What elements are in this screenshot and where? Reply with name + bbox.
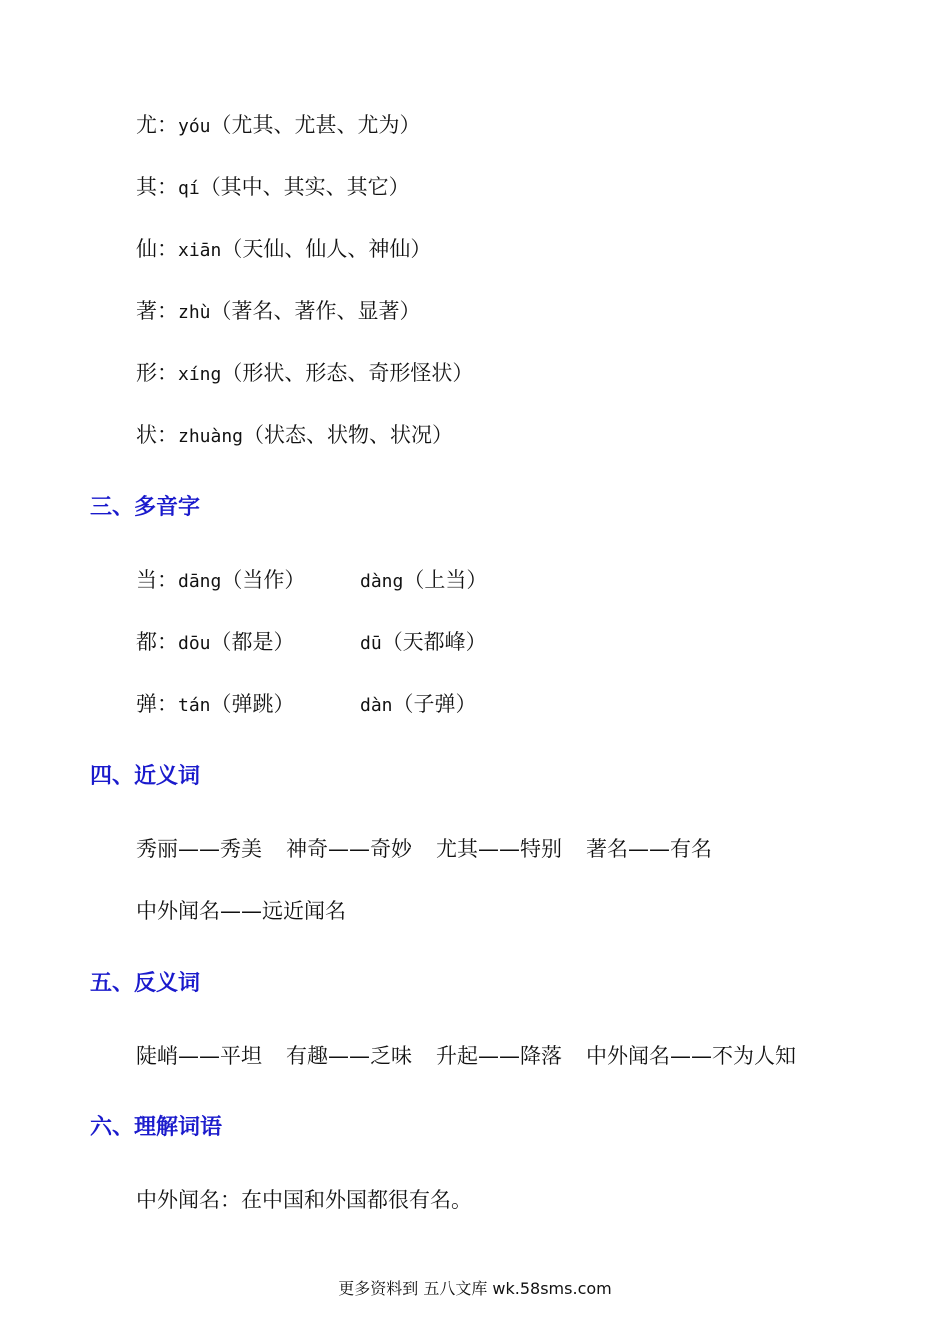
second-reading bbox=[360, 690, 477, 720]
pinyin: dū bbox=[360, 633, 382, 654]
antonym-pair: 有趣——乏味 bbox=[286, 1044, 412, 1068]
char: 当： bbox=[136, 568, 178, 592]
polyphone-line bbox=[136, 628, 836, 658]
words: （都是） bbox=[210, 630, 295, 654]
words: （弹跳） bbox=[210, 692, 295, 716]
polyphone-line bbox=[136, 566, 836, 596]
words: （形状、形态、奇形怪状） bbox=[221, 361, 474, 385]
antonym-line bbox=[136, 1042, 796, 1070]
words: （状态、状物、状况） bbox=[243, 423, 454, 447]
words: （上当） bbox=[403, 568, 488, 592]
pinyin: dàn bbox=[360, 695, 393, 716]
polyphone-line bbox=[136, 690, 836, 720]
section-heading: 六、理解词语 bbox=[90, 1115, 223, 1140]
section-heading: 四、近义词 bbox=[90, 764, 201, 789]
pinyin: xíng bbox=[178, 364, 222, 385]
antonym-pair: 中外闻名——不为人知 bbox=[586, 1044, 796, 1068]
pinyin: zhuàng bbox=[178, 426, 244, 447]
words: （其中、其实、其它） bbox=[199, 175, 410, 199]
words: （子弹） bbox=[392, 692, 477, 716]
pinyin-line bbox=[136, 235, 431, 265]
synonym-line: 中外闻名——远近闻名 bbox=[136, 899, 346, 923]
synonym-pair: 秀丽——秀美 bbox=[136, 837, 262, 861]
second-reading bbox=[360, 566, 487, 596]
char: 弹： bbox=[136, 692, 178, 716]
char: 其： bbox=[136, 175, 178, 199]
char: 著： bbox=[136, 299, 178, 323]
char: 仙： bbox=[136, 237, 178, 261]
second-reading bbox=[360, 628, 487, 658]
definition-line: 中外闻名：在中国和外国都很有名。 bbox=[136, 1188, 472, 1212]
section-heading: 五、反义词 bbox=[90, 971, 201, 996]
char: 状： bbox=[136, 423, 178, 447]
words: （尤其、尤甚、尤为） bbox=[210, 113, 421, 137]
char: 尤： bbox=[136, 113, 178, 137]
pinyin: xiān bbox=[178, 240, 222, 261]
antonym-pair: 升起——降落 bbox=[436, 1044, 562, 1068]
section-heading: 三、多音字 bbox=[90, 495, 201, 520]
words: （著名、著作、显著） bbox=[210, 299, 421, 323]
pinyin: tán bbox=[178, 695, 211, 716]
pinyin: dōu bbox=[178, 633, 211, 654]
char: 都： bbox=[136, 630, 178, 654]
synonym-pair: 神奇——奇妙 bbox=[286, 837, 412, 861]
words: （天仙、仙人、神仙） bbox=[221, 237, 432, 261]
pinyin: dàng bbox=[360, 571, 404, 592]
synonym-pair: 著名——有名 bbox=[586, 837, 712, 861]
synonym-pair: 尤其——特别 bbox=[436, 837, 562, 861]
pinyin: qí bbox=[178, 178, 200, 199]
pinyin: zhù bbox=[178, 302, 211, 323]
footer-watermark: 更多资料到 五八文库 wk.58sms.com bbox=[338, 1279, 612, 1298]
pinyin: yóu bbox=[178, 116, 211, 137]
pinyin-line bbox=[136, 173, 410, 203]
synonym-line bbox=[136, 835, 736, 863]
pinyin-line bbox=[136, 359, 473, 389]
pinyin-line bbox=[136, 111, 421, 141]
char: 形： bbox=[136, 361, 178, 385]
words: （当作） bbox=[221, 568, 306, 592]
antonym-pair: 陡峭——平坦 bbox=[136, 1044, 262, 1068]
pinyin-line bbox=[136, 421, 453, 451]
words: （天都峰） bbox=[381, 630, 487, 654]
pinyin: dāng bbox=[178, 571, 222, 592]
pinyin-line bbox=[136, 297, 421, 327]
